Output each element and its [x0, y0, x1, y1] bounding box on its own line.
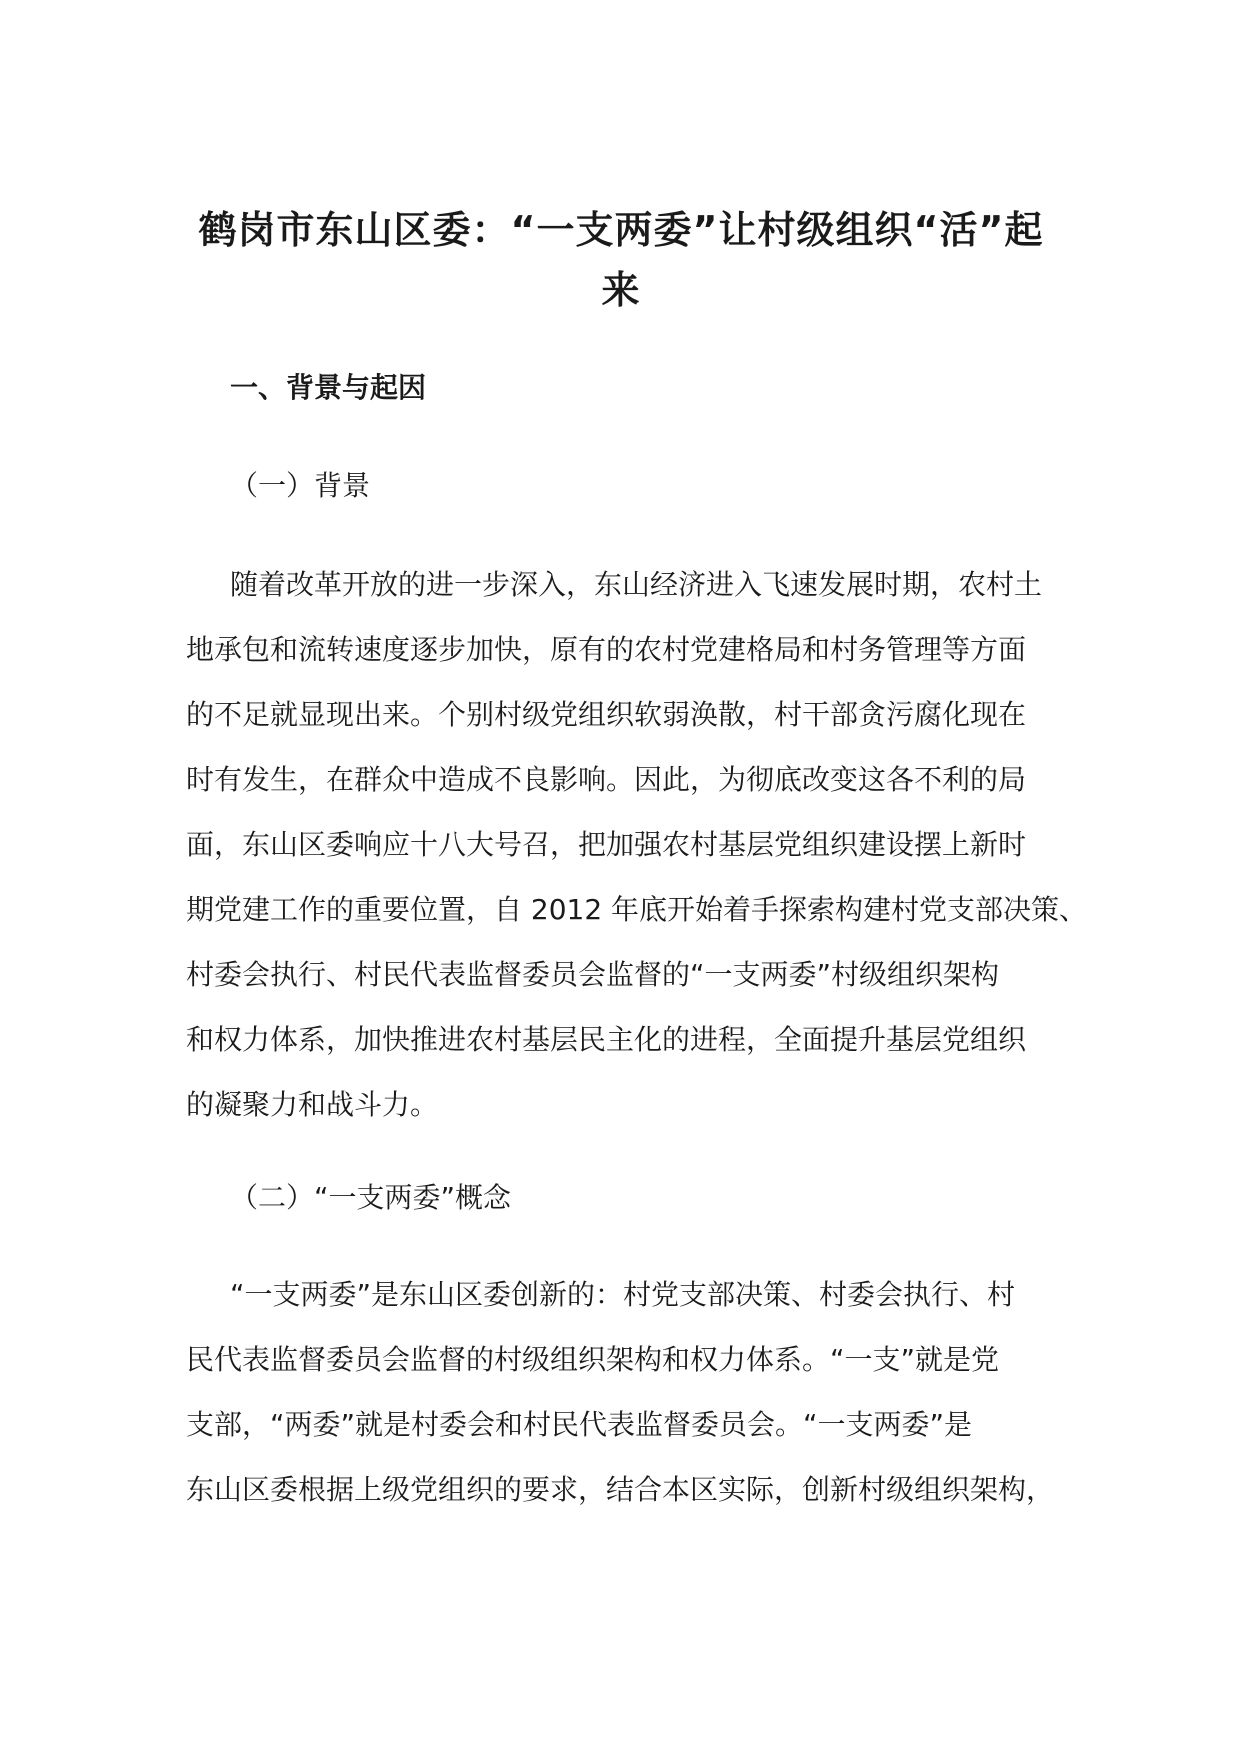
paragraph-line: 地承包和流转速度逐步加快，原有的农村党建格局和村务管理等方面: [186, 633, 1027, 666]
paragraph-line: 民代表监督委员会监督的村级组织架构和权力体系。“一支”就是党: [186, 1343, 1000, 1376]
title-line-2: 来: [601, 268, 641, 312]
paragraph-line: “一支两委”是东山区委创新的：村党支部决策、村委会执行、村: [230, 1278, 1016, 1311]
paragraph-line: 随着改革开放的进一步深入，东山经济进入飞速发展时期，农村土: [230, 568, 1043, 601]
paragraph-line: 的凝聚力和战斗力。: [186, 1088, 439, 1121]
subsection-heading-background: （一）背景: [230, 469, 371, 502]
paragraph-concept: [186, 1262, 1086, 1522]
subsection-heading-concept: （二）“一支两委”概念: [230, 1181, 512, 1214]
paragraph-line: 东山区委根据上级党组织的要求，结合本区实际，创新村级组织架构，: [186, 1473, 1055, 1506]
paragraph-line: 期党建工作的重要位置，自 2012 年底开始着手探索构建村党支部决策、: [186, 893, 1088, 926]
paragraph-line: 时有发生，在群众中造成不良影响。因此，为彻底改变这各不利的局: [186, 763, 1027, 796]
section-heading-background-and-cause: 一、背景与起因: [230, 371, 427, 404]
paragraph-line: 和权力体系，加快推进农村基层民主化的进程，全面提升基层党组织: [186, 1023, 1027, 1056]
paragraph-line: 支部，“两委”就是村委会和村民代表监督委员会。“一支两委”是: [186, 1408, 973, 1441]
paragraph-line: 村委会执行、村民代表监督委员会监督的“一支两委”村级组织架构: [186, 958, 1000, 991]
paragraph-background: [186, 552, 1086, 1137]
paragraph-line: 的不足就显现出来。个别村级党组织软弱涣散，村干部贪污腐化现在: [186, 698, 1027, 731]
title-line-1: 鹤岗市东山区委：“一支两委”让村级组织“活”起: [198, 208, 1044, 252]
document-title: [186, 200, 1056, 320]
paragraph-line: 面，东山区委响应十八大号召，把加强农村基层党组织建设摆上新时: [186, 828, 1027, 861]
